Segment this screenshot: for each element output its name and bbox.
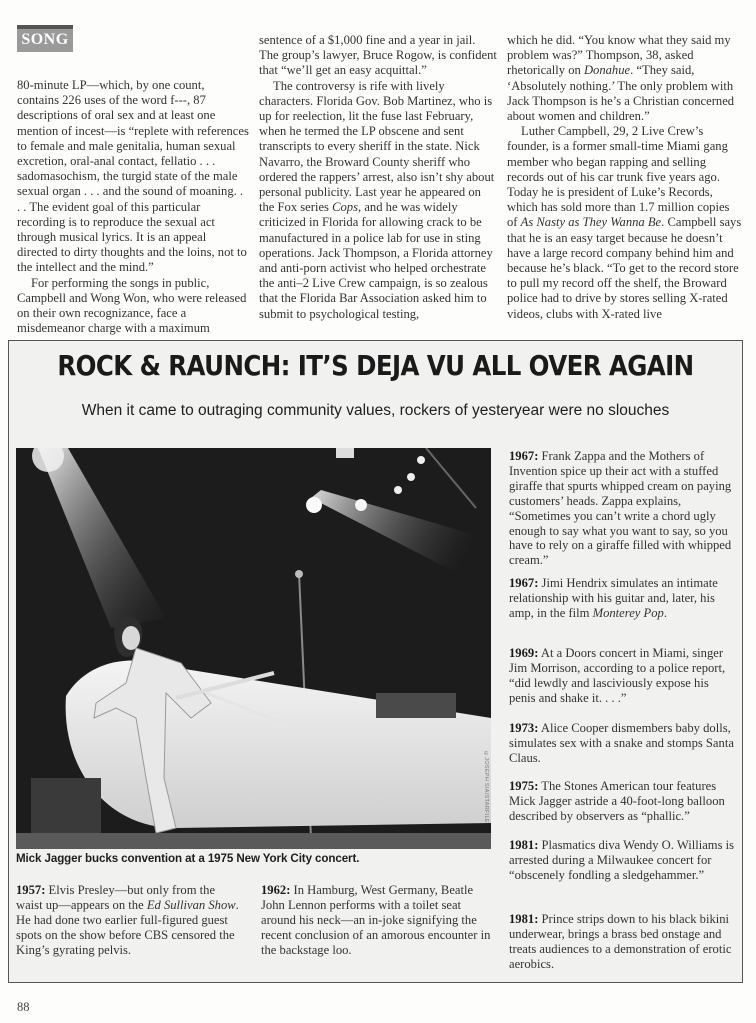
photo-credit: ©JOSEPH SIA/STARFILE [483, 751, 489, 823]
entry-text: Jimi Hendrix simulates an intimate relationship with his guitar and, later, his amp, in the film [509, 576, 718, 620]
entry-text: . [663, 605, 667, 620]
entry-text: Frank Zappa and the Mothers of Invention spice up their act with a stuffed giraffe that spurts whipped cream on paying customers’ heads. Zappa explains, “Sometimes you can’t write a chord ugly enough to say what you want to say, so you have to rely on a giraffe filled with whipped cream.” [509, 449, 732, 568]
entry-year: 1981: [509, 912, 539, 926]
page-number: 88 [17, 1000, 30, 1014]
sidebar-box [8, 340, 743, 983]
article-column-3 [507, 33, 743, 322]
entry-year: 1962: [261, 883, 291, 897]
entry-year: 1973: [509, 721, 539, 735]
entry-year: 1975: [509, 779, 539, 793]
sidebar-subtitle: When it came to outraging community values, rockers of yesteryear were no slouches [81, 402, 670, 419]
timeline-entry-1969 [509, 646, 737, 706]
entry-year: 1981: [509, 838, 539, 852]
timeline-entry-1967-hendrix [509, 576, 737, 621]
entry-text: The Stones American tour features Mick Jagger astride a 40-foot-long balloon described by observers as “phallic.” [509, 779, 725, 823]
text-run: . Campbell says that he is an easy target because he doesn’t have a large record company behind him and because he’s black. “To get to the record store to pull my record off the shelf, the Broward police had to drive by stores selling X-rated videos, clubs with X-rated live [507, 215, 742, 321]
text-run: , and he was widely criticized in Florida for allowing crack to be manufactured in a police lab for use in sting operations. Jack Thompson, a Florida attorney and anti-porn activist who helped orchestrate the anti–2 Live Crew campaign, is so zealous that the Florida Bar Association asked him to submit to psychological testing, [259, 200, 493, 321]
photo-caption: Mick Jagger bucks convention at a 1975 New York City concert. [16, 852, 360, 865]
show-title: Ed Sullivan Show [146, 897, 236, 912]
entry-year: 1957: [16, 883, 46, 897]
section-tag-label: SONG [21, 31, 69, 48]
sidebar-title: ROCK & RAUNCH: IT’S DEJA VU ALL OVER AGAIN [57, 349, 694, 382]
entry-year: 1967: [509, 449, 539, 463]
article-column-1 [17, 78, 249, 336]
entry-text: At a Doors concert in Miami, singer Jim Morrison, according to a police report, “did lewdly and lasciviously expose his penis and shake it. . . .” [509, 646, 726, 705]
show-title: Donahue [583, 63, 631, 78]
entry-text: Alice Cooper dismembers baby dolls, simulates sex with a snake and stomps Santa Claus. [509, 721, 734, 765]
entry-year: 1969: [509, 646, 539, 660]
entry-year: 1967: [509, 576, 539, 590]
text-run: The controversy is rife with lively characters. Florida Gov. Bob Martinez, who is up for reelection, lit the fuse last February, when he termed the LP obscene and sent transcripts to every sheriff in the state. Nick Navarro, the Broward County sheriff who ordered the rappers’ arrest, also isn’t shy about personal publicity. Last year he appeared on the Fox series [259, 78, 495, 215]
paragraph [259, 79, 497, 322]
entry-text: Elvis Presley—but only from the waist up—appears on the [16, 883, 216, 912]
timeline-entry-1981-williams [509, 838, 737, 883]
paragraph [507, 124, 743, 322]
album-title: As Nasty as They Wanna Be [520, 215, 662, 230]
concert-photo [16, 448, 491, 849]
text-run: which he did. “You know what they said my problem was?” Thompson, 38, asked rhetorically on [507, 33, 731, 78]
paragraph: For performing the songs in public, Campbell and Wong Won, who were released on their own recognizance, face a misdemeanor charge with a maximum [17, 275, 247, 336]
timeline-entry-1981-prince [509, 912, 737, 972]
paragraph: sentence of a $1,000 fine and a year in jail. The group’s lawyer, Bruce Rogow, is confident that “we’ll get an easy acquittal.” [259, 33, 497, 78]
paragraph: 80-minute LP—which, by one count, contains 226 uses of the word f---, 87 descriptions of oral sex and at least one mention of incest—is “replete with references to female and male genitalia, human sexual excretion, oral-anal contact, fellatio . . . sadomasochism, the turgid state of the male sexual organ . . . and the sound of moaning. . . . The evident goal of this particular recording is to reproduce the sexual act through musical lyrics. It is an appeal directed to dirty thoughts and the loins, not to the intellect and the mind.” [17, 78, 249, 275]
entry-text: Plasmatics diva Wendy O. Williams is arrested during a Milwaukee concert for “obscenely fondling a sledgehammer.” [509, 838, 735, 882]
timeline-entry-1957 [16, 883, 244, 958]
timeline-entry-1973 [509, 721, 737, 766]
timeline-entry-1975 [509, 779, 737, 824]
article-column-2 [259, 33, 497, 322]
text-run: Luther Campbell, 29, 2 Live Crew’s founder, is a former small-time Miami gang member who began rapping and selling records out of his car trunk five years ago. Today he is president of Luke’s Records, which has sold more than 1.7 million copies of [507, 124, 730, 230]
entry-text: Prince strips down to his black bikini underwear, brings a brass bed onstage and treats audiences to a demonstration of erotic aerobics. [509, 912, 732, 971]
text-run: . “They said, ‘Absolutely nothing.’ The only problem with Jack Thompson is he’s a Christian concerned about women and children.” [507, 63, 735, 124]
paragraph [507, 33, 743, 124]
timeline-entry-1962 [261, 883, 493, 958]
section-tag [17, 25, 73, 52]
film-title: Monterey Pop [592, 605, 664, 620]
timeline-entry-1967-zappa [509, 449, 737, 568]
concert-photo-illustration [16, 448, 491, 849]
entry-text: In Hamburg, West Germany, Beatle John Lennon performs with a toilet seat around his neck—an in-joke signifying the recent conclusion of an amorous encounter in the backstage loo. [261, 883, 491, 957]
entry-text: . He had done two earlier full-figured guest spots on the show before CBS censored the King’s gyrating pelvis. [16, 897, 239, 957]
show-title: Cops [332, 200, 359, 215]
